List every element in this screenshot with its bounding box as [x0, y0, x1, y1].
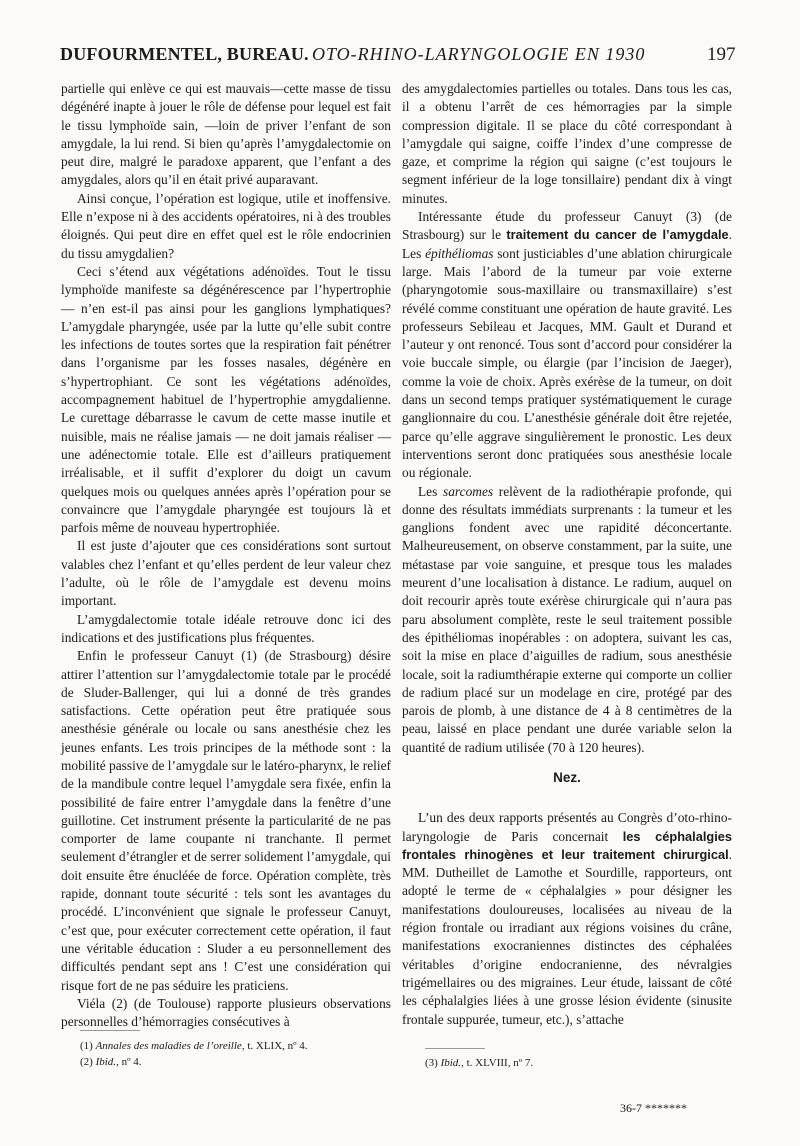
paragraph: Viéla (2) (de Toulouse) rapporte plusieurs observations personnelles d’hémorragies consécutives à	[61, 995, 391, 1030]
printer-mark: 36-7 *******	[620, 1101, 687, 1115]
text-run: . MM. Dutheillet de Lamothe et Sourdille, rapporteurs, ont adopté le terme de « céphalalgies » pour désigner les manifestations douloureuses, localisées au niveau de la région frontale ou irradiant aux régions voisines du crâne, manifestations exocraniennes distinctes des céphalées véritables d’origine endocranienne, des névralgies trigémellaires ou des migraines. Leur étude, laissant de côté les céphalalgies liées à une grosse lésion évidente (sinusite frontale suppurée, tumeur, etc.), s’attache	[402, 846, 732, 1027]
paragraph: Ceci s’étend aux végétations adénoïdes. Tout le tissu lymphoïde manifeste sa dégénérescence par l’hypertrophie — n’en est-il pas ainsi pour les ganglions lymphatiques? L’amygdale pharyngée, usée par la lutte qu’elle subit contre les infections de toutes sortes que la respiration fait pénétrer dans l’organisme par les fosses nasales, dégénère en s’hypertrophiant. Ce sont les végétations adénoïdes, accompagnement habituel de l’hypertrophie amygdalienne. Le curettage débarrasse le cavum de cette masse inutile et nuisible, mais ne réalise jamais — ne doit jamais réaliser — une adénectomie totale. Elle est d’ailleurs pratiquement irréalisable, et il suffit d’explorer du doigt un cavum quelques mois ou quelques années après l’opération pour se convaincre que l’amygdale pharyngée est toujours là et parfois même de nouveau hypertrophiée.	[61, 263, 391, 536]
section-title: Nez.	[553, 769, 581, 785]
keyword-bold: traitement du cancer de l’amygdale	[506, 227, 729, 243]
footnote-number: (2)	[80, 1056, 96, 1068]
footnote-number: (3)	[425, 1057, 441, 1069]
footnote-rule	[80, 1030, 140, 1031]
text-run: L’un des deux rapports présentés au Congrès d’oto-rhino-laryngologie de Paris concernait	[402, 810, 732, 844]
footnote-source: Ibid.	[95, 1056, 117, 1068]
text-run: . Les	[402, 227, 732, 261]
footnote-ref: , nº 4.	[116, 1056, 142, 1068]
footnote-ref: , t. XLIX, nº 4.	[241, 1040, 308, 1052]
paragraph: partielle qui enlève ce qui est mauvais—cette masse de tissu dégénéré inapte à jouer le rôle de défense pour lequel est fait le tissu lymphoïde sain, —loin de priver l’enfant de son amygdale, la lui rend. Si bien qu’après l’amygdalectomie on peut dire, malgré le paradoxe apparent, que l’enfant a des amygdales, alors qu’il en était privé auparavant.	[61, 81, 391, 188]
header-authors: DUFOURMENTEL, BUREAU.	[60, 44, 309, 64]
footnote-source: Annales des maladies de l’oreille	[95, 1040, 242, 1052]
footnote-number: (1)	[80, 1040, 96, 1052]
emphasis-italic: épithéliomas	[425, 245, 494, 261]
footnote-ref: , t. XLVIII, nº 7.	[461, 1057, 534, 1069]
paragraph: des amygdalectomies partielles ou totales. Dans tous les cas, il a obtenu l’arrêt de ces hémorragies par la simple compression digitale. Il se place du côté correspondant à l’amygdale qui saigne, coiffe l’index d’une compresse de gaze, et comprime la région qui saigne (c’est toujours le segment inférieur de la loge tonsillaire) pendant dix à vingt minutes.	[402, 81, 732, 206]
paragraph: Ainsi conçue, l’opération est logique, utile et inoffensive. Elle n’expose ni à des accidents opératoires, ni à des troubles éloignés. Qui peut dire en effet quel est le rôle endocrinien du tissu amygdalien?	[61, 190, 391, 261]
footnote	[80, 1054, 400, 1070]
paragraph	[402, 809, 732, 1029]
right-column	[402, 80, 732, 1029]
emphasis-italic: sarcomes	[443, 483, 494, 499]
footnote	[425, 1055, 745, 1071]
paragraph: Il est juste d’ajouter que ces considérations sont surtout valables chez l’enfant et qu’elles perdent de leur valeur chez l’adulte, où le rôle de l’amygdale est devenu moins important.	[61, 538, 391, 609]
paragraph	[402, 483, 732, 757]
footnotes-left	[80, 1038, 400, 1070]
left-column	[61, 80, 391, 1031]
footnote	[80, 1038, 400, 1054]
footnotes-right	[425, 1055, 745, 1071]
page-number: 197	[707, 44, 736, 65]
text-run: Les	[418, 483, 444, 499]
text-run: Intéressante étude du professeur Canuyt (3) (de Strasbourg) sur le	[402, 209, 732, 243]
header-title: OTO-RHINO-LARYNGOLOGIE EN 1930	[312, 44, 646, 64]
footnote-source: Ibid.	[440, 1057, 462, 1069]
paragraph	[402, 208, 732, 482]
text-run: relèvent de la radiothérapie profonde, qui donne des résultats immédiats surprenants : la tumeur et les ganglions fondent avec une rapidité déconcertante. Malheureusement, on observe constamment, par la suite, une métastase par voie sanguine, et presque tous les malades meurent d’une localisation à distance. Le radium, auquel on doit recourir après toute exérèse chirurgicale qui n’aura pas paru absolument complète, reste le seul traitement possible des épithéliomas inopérables : on adoptera, suivant les cas, soit la mise en place d’aiguilles de radium, sous anesthésie locale, soit la radiumthérapie externe qui comporte un collier de radium placé sur un modelage en cire, protégé par des parois de plomb, à une distance de 4 à 8 centimètres de la peau, laissé en place pendant une durée variable selon la quantité de radium utilisée (70 à 120 heures).	[402, 483, 732, 755]
text-run: sont justiciables d’une ablation chirurgicale large. Mais l’abord de la tumeur par voie externe (pharyngotomie sous-maxillaire ou transmaxillaire) s’est révélé comme constituant une opération de haute gravité. Les professeurs Sebileau et Jacques, MM. Gault et Durand et l’auteur y ont renoncé. Tous sont d’accord pour considérer la voie buccale simple, ou élargie (par l’incision de Jaeger), comme la voie de choix. Après exérèse de la tumeur, on doit dans un second temps pratiquer systématiquement le curage ganglionnaire du cou. L’anesthésie générale doit être rejetée, parce qu’elle aggrave singulièrement le pronostic. Les deux interventions seront donc pratiquées sous anesthésie locale ou régionale.	[402, 245, 732, 481]
footnote-rule	[425, 1048, 485, 1049]
paragraph: Enfin le professeur Canuyt (1) (de Strasbourg) désire attirer l’attention sur l’amygdalectomie totale par le procédé de Sluder-Ballenger, qui lui a donné de très grandes satisfactions. Cette opération peut être pratiquée sous anesthésie générale ou locale ou sans anesthésie chez les jeunes enfants. Les trois principes de la méthode sont : la mobilité passive de l’amygdale sur le latéro-pharynx, le relief de la mandibule contre lequel l’amygdale sera fixée, enfin la possibilité de faire entrer l’amygdale dans la fenêtre d’une guillotine. Cet instrument présente la particularité de ne pas comporter de lame coupante ni tranchante. Il permet seulement d’étrangler et de serrer solidement l’amygdale, qui doit ensuite être énucléée de force. Opération complète, très rapide, donnant toute sécurité : tels sont les avantages du procédé. L’inconvénient que signale le professeur Canuyt, c’est que, pour exécuter correctement cette opération, il faut une véritable éducation : Sluder a eu personnellement des difficultés pendant sept ans ! C’est une considération qui risque fort de ne pas séduire les praticiens.	[61, 648, 391, 993]
keyword-bold: les céphalalgies frontales rhinogènes et leur traitement chirurgical	[402, 828, 732, 862]
paragraph: L’amygdalectomie totale idéale retrouve donc ici des indications et des justifications plus fréquentes.	[61, 611, 391, 645]
running-header	[54, 44, 734, 68]
